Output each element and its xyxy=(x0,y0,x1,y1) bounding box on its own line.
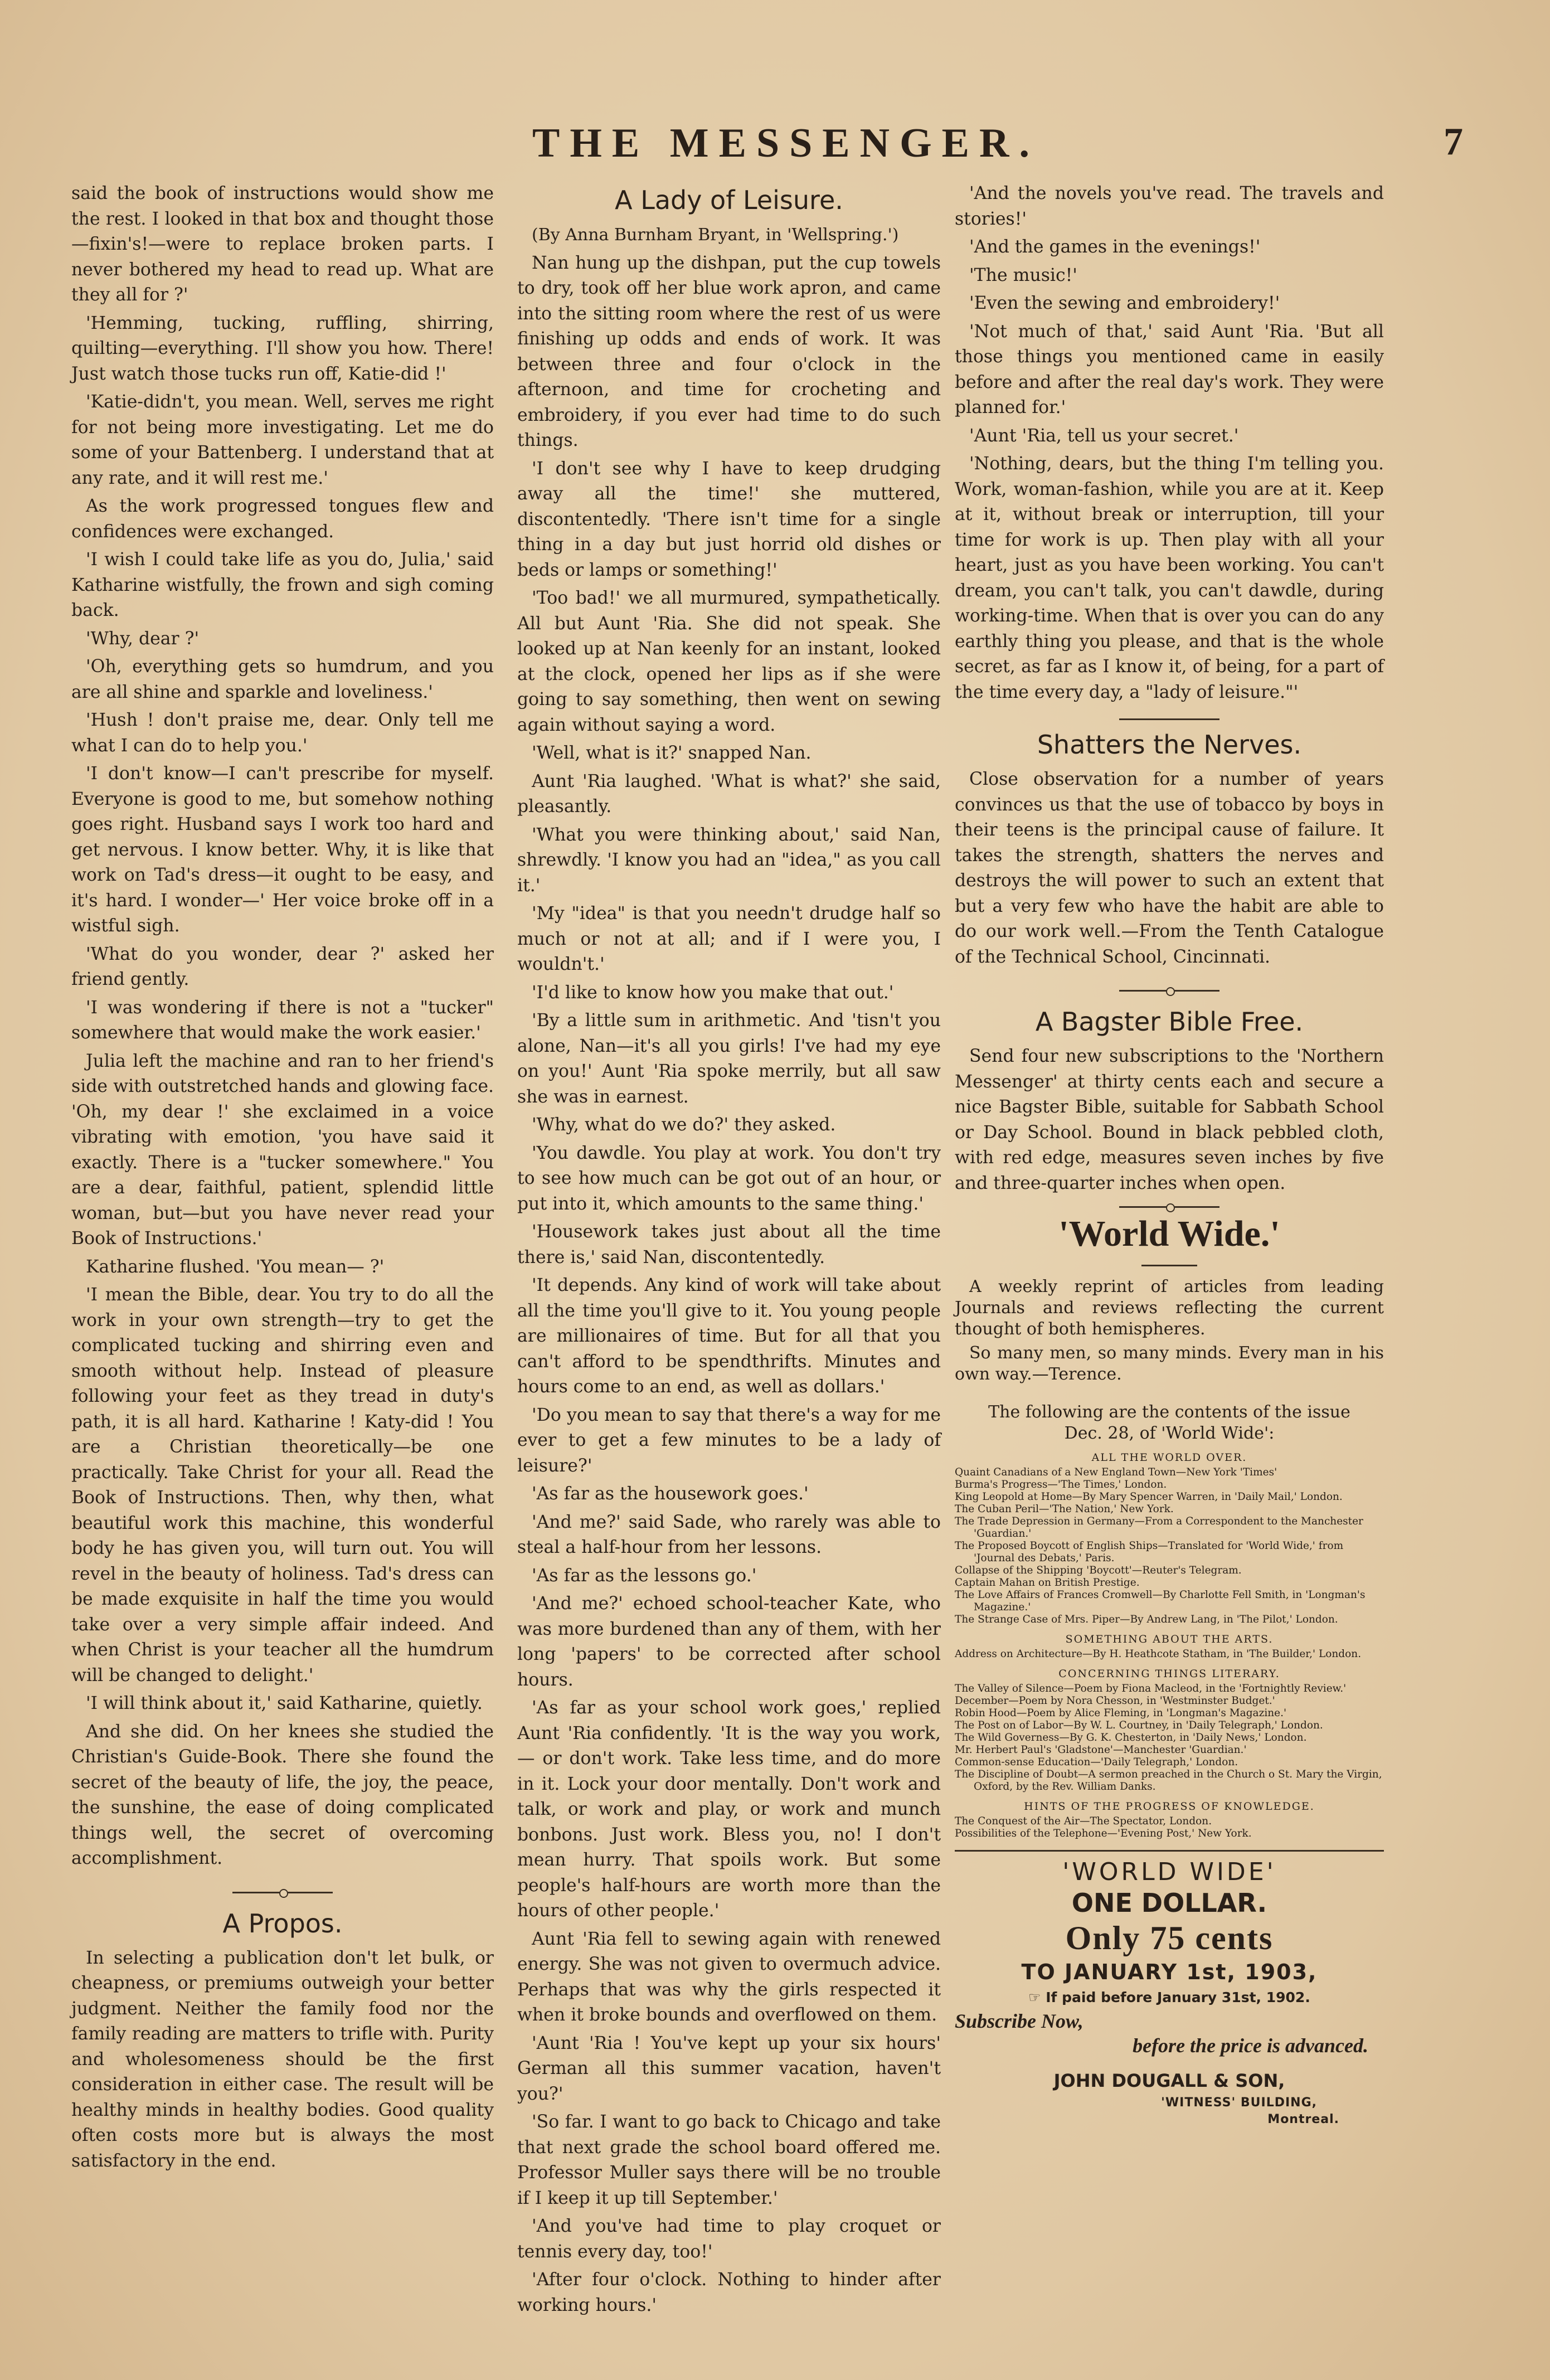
contents-item-text: King Leopold at Home—By Mary Spencer Warren, in 'Daily Mail,' London. xyxy=(955,1491,1343,1503)
contents-item-text: Common-sense Education—'Daily Telegraph,' London. xyxy=(955,1756,1238,1768)
contents-date: Dec. 28, of 'World Wide': xyxy=(1064,1424,1275,1443)
paragraph: 'I wish I could take life as you do, Julia,' said Katharine wistfully, the frown and sigh coming back. xyxy=(71,550,494,620)
paragraph: Aunt 'Ria laughed. 'What is what?' she said, pleasantly. xyxy=(517,771,941,817)
contents-item xyxy=(955,1720,1384,1732)
contents-item-text: The Wild Governess—By G. K. Chesterton, in 'Daily News,' London. xyxy=(955,1732,1307,1743)
contents-item-text: The Valley of Silence—Poem by Fiona Macleod, in the 'Fortnightly Review.' xyxy=(955,1683,1347,1694)
paragraph: 'Katie-didn't, you mean. Well, serves me right for not being more investigating. Let me do some of your Battenberg. I understand that at any rate, and it will rest me.' xyxy=(71,392,494,488)
contents-item xyxy=(955,1732,1384,1744)
ad-city: Montreal. xyxy=(1267,2112,1339,2126)
contents-item xyxy=(955,1707,1384,1720)
contents-section-items xyxy=(955,1683,1384,1793)
ad-publisher: JOHN DOUGALL & SON, xyxy=(1053,2070,1285,2091)
contents-item xyxy=(955,1491,1384,1503)
contents-item-text: Quaint Canadians of a New England Town—New York 'Times' xyxy=(955,1466,1277,1478)
paragraph: So many men, so many minds. Every man in his own way.—Terence. xyxy=(955,1343,1384,1384)
paragraph: said the book of instructions would show me the rest. I looked in that box and thought those—fixin's!—were to replace broken parts. I never bothered my head to read up. What are they all for ?' xyxy=(71,183,494,305)
contents-item-text: The Conquest of the Air—The Spectator, London. xyxy=(955,1815,1212,1827)
contents-item-text: December—Poem by Nora Chesson, in 'Westminster Budget.' xyxy=(955,1695,1275,1707)
paragraph: 'Aunt 'Ria ! You've kept up your six hours' German all this summer vacation, haven't you?' xyxy=(517,2033,941,2104)
paragraph: 'I mean the Bible, dear. You try to do all the work in your own strength—try to get the complicated tucking and shirring even and smooth without help. Instead of pleasure following your feet as they tread in duty's path, it is all hard. Katharine ! Katy-did ! You are a Christian theoretically—be one practically. Take Christ for your all. Read the Book of Instructions. Then, why then, what beautiful work this machine, this wonderful body he has given you, will turn out. You will revel in the beauty of holiness. Tad's dress can be made exquisite in half the time you would take over a very simple affair indeed. And when Christ is your teacher all the humdrum will be changed to delight.' xyxy=(71,1285,494,1686)
contents-item xyxy=(955,1695,1384,1707)
divider-rule xyxy=(1119,990,1219,992)
article-title-apropos: A Propos. xyxy=(222,1908,343,1939)
contents-item-text: The Love Affairs of Frances Cromwell—By Charlotte Fell Smith, in 'Longman's Magazine.' xyxy=(955,1589,1366,1613)
paragraph: 'I was wondering if there is not a "tucker" somewhere that would make the work easier.' xyxy=(71,997,494,1043)
paragraph: Aunt 'Ria fell to sewing again with renewed energy. She was not given to overmuch advice. Perhaps that was why the girls respected it when it broke bounds and overflowed on them. xyxy=(517,1929,941,2025)
paragraph: 'Too bad!' we all murmured, sympathetically. All but Aunt 'Ria. She did not speak. She looked up at Nan keenly for an instant, looked at the clock, opened her lips as if she were going to say something, then went on sewing again without saying a word. xyxy=(517,588,941,735)
paragraph: 'Not much of that,' said Aunt 'Ria. 'But all those things you mentioned came in easily before and after the real day's work. They were planned for.' xyxy=(955,321,1384,417)
contents-item-text: The Cuban Peril—'The Nation,' New York. xyxy=(955,1503,1174,1515)
paragraph: 'And me?' echoed school-teacher Kate, who was more burdened than any of them, with her long 'papers' to be corrected after school hours. xyxy=(517,1594,941,1690)
paragraph: 'And you've had time to play croquet or tennis every day, too!' xyxy=(517,2216,941,2262)
paragraph: 'Why, dear ?' xyxy=(86,628,200,649)
contents-item xyxy=(955,1756,1384,1769)
paragraph: As the work progressed tongues flew and confidences were exchanged. xyxy=(71,496,494,542)
contents-item xyxy=(955,1815,1384,1828)
paragraph: 'Hush ! don't praise me, dear. Only tell me what I can do to help you.' xyxy=(71,710,494,756)
contents-section-items xyxy=(955,1815,1384,1840)
page-header xyxy=(78,114,1494,164)
paragraph: 'It depends. Any kind of work will take about all the time you'll give to it. You young people are millionaires of time. But for all that you can't afford to be spendthrifts. Minutes and hours come to an end, as well as dollars.' xyxy=(517,1275,941,1397)
divider-rule xyxy=(232,1892,333,1893)
paragraph: 'And me?' said Sade, who rarely was able to steal a half-hour from her lessons. xyxy=(517,1512,941,1557)
column-1 xyxy=(71,181,494,2177)
ad-term: TO JANUARY 1st, 1903, xyxy=(1021,1960,1318,1984)
contents-item-text: The Trade Depression in Germany—From a Correspondent to the Manchester 'Guardian.' xyxy=(955,1516,1363,1539)
paragraph: 'You dawdle. You play at work. You don't try to see how much can be got out of an hour, or put into it, which amounts to the same thing.' xyxy=(517,1143,941,1214)
contents-item-text: The Strange Case of Mrs. Piper—By Andrew Lang, in 'The Pilot,' London. xyxy=(955,1614,1338,1625)
paragraph: 'Housework takes just about all the time there is,' said Nan, discontentedly. xyxy=(517,1222,941,1267)
contents-item-text: The Post on of Labor—By W. L. Courtney, in 'Daily Telegraph,' London. xyxy=(955,1720,1323,1731)
ad-price: ONE DOLLAR. xyxy=(1071,1888,1267,1918)
contents-item xyxy=(955,1577,1384,1589)
contents-item-text: Mr. Herbert Paul's 'Gladstone'—Manchester 'Guardian.' xyxy=(955,1744,1247,1756)
contents-item-text: Burma's Progress—'The Times,' London. xyxy=(955,1479,1167,1490)
paragraph: 'After four o'clock. Nothing to hinder after working hours.' xyxy=(517,2270,941,2315)
contents-item xyxy=(955,1466,1384,1479)
contents-item xyxy=(955,1769,1384,1793)
paragraph: 'By a little sum in arithmetic. And 'tisn't you alone, Nan—it's all you girls! I've had my eye on you!' Aunt 'Ria spoke merrily, but all saw she was in earnest. xyxy=(517,1011,941,1107)
paragraph: 'Aunt 'Ria, tell us your secret.' xyxy=(969,425,1239,446)
contents-item xyxy=(955,1744,1384,1756)
article-title-lady-of-leisure: A Lady of Leisure. xyxy=(615,185,843,215)
paragraph: 'What do you wonder, dear ?' asked her friend gently. xyxy=(71,944,494,989)
paragraph: 'Even the sewing and embroidery!' xyxy=(969,293,1280,313)
contents-section-heading: SOMETHING ABOUT THE ARTS. xyxy=(1065,1633,1274,1645)
rule-ornament xyxy=(279,1889,288,1898)
paragraph: 'So far. I want to go back to Chicago and take that next grade the school board offered me. Professor Muller says there will be no trouble if I keep it up till September.' xyxy=(517,2112,941,2208)
paragraph: Julia left the machine and ran to her friend's side with outstretched hands and glowing face. 'Oh, my dear !' she exclaimed in a voice vibrating with emotion, 'you have said it exactly. There is a "tucker somewhere." You are a dear, faithful, patient, splendid little woman, but—but you have never read your Book of Instructions.' xyxy=(71,1051,494,1249)
paragraph: 'As far as the lessons go.' xyxy=(532,1565,757,1586)
contents-item xyxy=(955,1683,1384,1695)
paragraph: 'And the novels you've read. The travels and stories!' xyxy=(955,183,1384,229)
paragraph: 'What you were thinking about,' said Nan, shrewdly. 'I know you had an "idea," as you call it.' xyxy=(517,824,941,896)
paragraph: 'Nothing, dears, but the thing I'm telling you. Work, woman-fashion, while you are at it. Keep at it, without break or interruption, till your time for work is up. Then play with all your heart, just as you have been working. You can't dream, you can't talk, you can't dawdle, during working-time. When that is over you can do any earthly thing you please, and that is the whole secret, as far as I know it, of being, for a part of the time every day, a "lady of leisure."' xyxy=(955,454,1384,702)
paragraph: 'Do you mean to say that there's a way for me ever to get a few minutes to be a lady of leisure?' xyxy=(517,1405,941,1476)
paragraph: 'And the games in the evenings!' xyxy=(969,237,1261,257)
contents-item-text: Address on Architecture—By H. Heathcote Statham, in 'The Builder,' London. xyxy=(955,1648,1362,1660)
contents-item-text: The Proposed Boycott of English Ships—Translated for 'World Wide,' from 'Journal des Debats,' Paris. xyxy=(955,1540,1344,1564)
paragraph: 'The music!' xyxy=(969,265,1077,285)
byline: (By Anna Burnham Bryant, in 'Wellspring.') xyxy=(532,225,899,245)
ad-offer: Only 75 cents xyxy=(1065,1920,1274,1956)
ad-condition: ☞ If paid before January 31st, 1902. xyxy=(1028,1989,1310,2005)
ad-deadline: before the price is advanced. xyxy=(1133,2034,1368,2057)
contents-item xyxy=(955,1648,1384,1660)
divider-rule xyxy=(1119,718,1219,720)
contents-item-text: Collapse of the Shipping 'Boycott'—Reuter's Telegram. xyxy=(955,1565,1242,1576)
contents-item xyxy=(955,1614,1384,1626)
world-wide-title: 'World Wide.' xyxy=(1058,1213,1280,1254)
contents-item xyxy=(955,1540,1384,1565)
contents-item xyxy=(955,1589,1384,1614)
short-rule xyxy=(1141,1265,1197,1266)
paragraph: 'Hemming, tucking, ruffling, shirring, quilting—everything. I'll show you how. There! Just watch those tucks run off, Katie-did !' xyxy=(71,313,494,384)
paragraph: 'Why, what do we do?' they asked. xyxy=(532,1115,836,1135)
page-number: 7 xyxy=(1444,120,1463,163)
article-title-bagster-bible: A Bagster Bible Free. xyxy=(1035,1007,1304,1037)
paragraph: Katharine flushed. 'You mean— ?' xyxy=(86,1256,385,1277)
contents-item xyxy=(955,1565,1384,1577)
article-title-shatters-nerves: Shatters the Nerves. xyxy=(1037,730,1302,760)
divider-rule xyxy=(1119,1206,1219,1208)
ad-building: 'WITNESS' BUILDING, xyxy=(1161,2096,1317,2110)
paragraph: 'Well, what is it?' snapped Nan. xyxy=(532,743,812,763)
paragraph: A weekly reprint of articles from leading Journals and reviews reflecting the current thought of both hemispheres. xyxy=(955,1277,1384,1339)
paragraph: 'Oh, everything gets so humdrum, and you are all shine and sparkle and loveliness.' xyxy=(71,657,494,702)
paragraph: And she did. On her knees she studied the Christian's Guide-Book. There she found the secret of the beauty of life, the joy, the peace, the sunshine, the ease of doing complicated things well, the secret of overcoming accomplishment. xyxy=(71,1721,494,1868)
rule-ornament xyxy=(1166,987,1175,996)
paragraph: Send four new subscriptions to the 'Northern Messenger' at thirty cents each and secure a nice Bagster Bible, suitable for Sabbath School or Day School. Bound in black pebbled cloth, with red edge, measures seven inches by five and three-quarter inches when open. xyxy=(955,1046,1384,1193)
contents-item-text: Robin Hood—Poem by Alice Fleming, in 'Longman's Magazine.' xyxy=(955,1707,1287,1719)
contents-item xyxy=(955,1479,1384,1491)
paragraph: 'My "idea" is that you needn't drudge half so much or not at all; and if I were you, I wouldn't.' xyxy=(517,904,941,974)
rule-ornament xyxy=(1166,1203,1175,1212)
paragraph: Nan hung up the dishpan, put the cup towels to dry, took off her blue work apron, and came into the sitting room where the rest of us were finishing up odds and ends of work. It was between three and four o'clock in the afternoon, and time for crocheting and embroidery, if you ever had time to do such things. xyxy=(517,252,941,450)
ad-top-rule xyxy=(955,1850,1384,1852)
paragraph: 'As far as the housework goes.' xyxy=(532,1484,809,1504)
contents-section-items xyxy=(955,1466,1384,1626)
paragraph: 'I will think about it,' said Katharine, quietly. xyxy=(86,1693,483,1713)
masthead: THE MESSENGER. xyxy=(532,120,1039,166)
contents-item-text: Possibilities of the Telephone—'Evening Post,' New York. xyxy=(955,1828,1252,1839)
contents-list xyxy=(955,1451,1384,1840)
contents-item-text: Captain Mahan on British Prestige. xyxy=(955,1577,1140,1589)
ad-subscribe: Subscribe Now, xyxy=(955,2010,1083,2032)
paragraph: In selecting a publication don't let bulk, or cheapness, or premiums outweigh your better judgment. Neither the family food nor the family reading are matters to trifle with. Purity and wholesomeness should be the first consideration in either case. The result will be healthy minds in healthy bodies. Good quality often costs more but is always the most satisfactory in the end. xyxy=(71,1947,494,2171)
column-3 xyxy=(955,181,1384,2128)
contents-item-text: The Discipline of Doubt—A sermon preached in the Church o St. Mary the Virgin, Oxford, by the Rev. William Danks. xyxy=(955,1769,1382,1793)
contents-section-heading: CONCERNING THINGS LITERARY. xyxy=(1058,1668,1280,1680)
paragraph: 'As far as your school work goes,' replied Aunt 'Ria confidently. 'It is the way you work, — or don't work. Take less time, and do more in it. Lock your door mentally. Don't work and talk, or work and play, or work and munch bonbons. Just work. Bless you, no! I don't mean hurry. That spoils work. But some people's half-hours are worth more than the hours of other people.' xyxy=(517,1698,941,1921)
paragraph: 'I don't see why I have to keep drudging away all the time!' she muttered, discontentedly. 'There isn't time for a single thing in a day but just horrid old dishes or beds or lamps or something!' xyxy=(517,458,941,580)
contents-item xyxy=(955,1503,1384,1516)
contents-item xyxy=(955,1828,1384,1840)
column-2 xyxy=(517,181,941,2321)
contents-item xyxy=(955,1516,1384,1540)
contents-section-items xyxy=(955,1648,1384,1660)
contents-section-heading: HINTS OF THE PROGRESS OF KNOWLEDGE. xyxy=(1024,1800,1315,1813)
contents-section-heading: ALL THE WORLD OVER. xyxy=(1091,1451,1247,1464)
world-wide-advertisement xyxy=(955,1857,1384,2128)
ad-title: 'WORLD WIDE' xyxy=(1062,1858,1276,1886)
contents-intro: The following are the contents of the issue xyxy=(988,1402,1350,1422)
paragraph: Close observation for a number of years convinces us that the use of tobacco by boys in their teens is the principal cause of failure. It takes the strength, shatters the nerves and destroys the will power to such an extent that but a very few who have the habit are able to do our work well.—From the Tenth Catalogue of the Technical School, Cincinnati. xyxy=(955,769,1384,967)
paragraph: 'I don't know—I can't prescribe for myself. Everyone is good to me, but somehow nothing goes right. Husband says I work too hard and get nervous. I know better. Why, it is like that work on Tad's dress—it ought to be easy, and it's hard. I wonder—' Her voice broke off in a wistful sigh. xyxy=(71,764,494,936)
paragraph: 'I'd like to know how you make that out.' xyxy=(532,982,894,1003)
